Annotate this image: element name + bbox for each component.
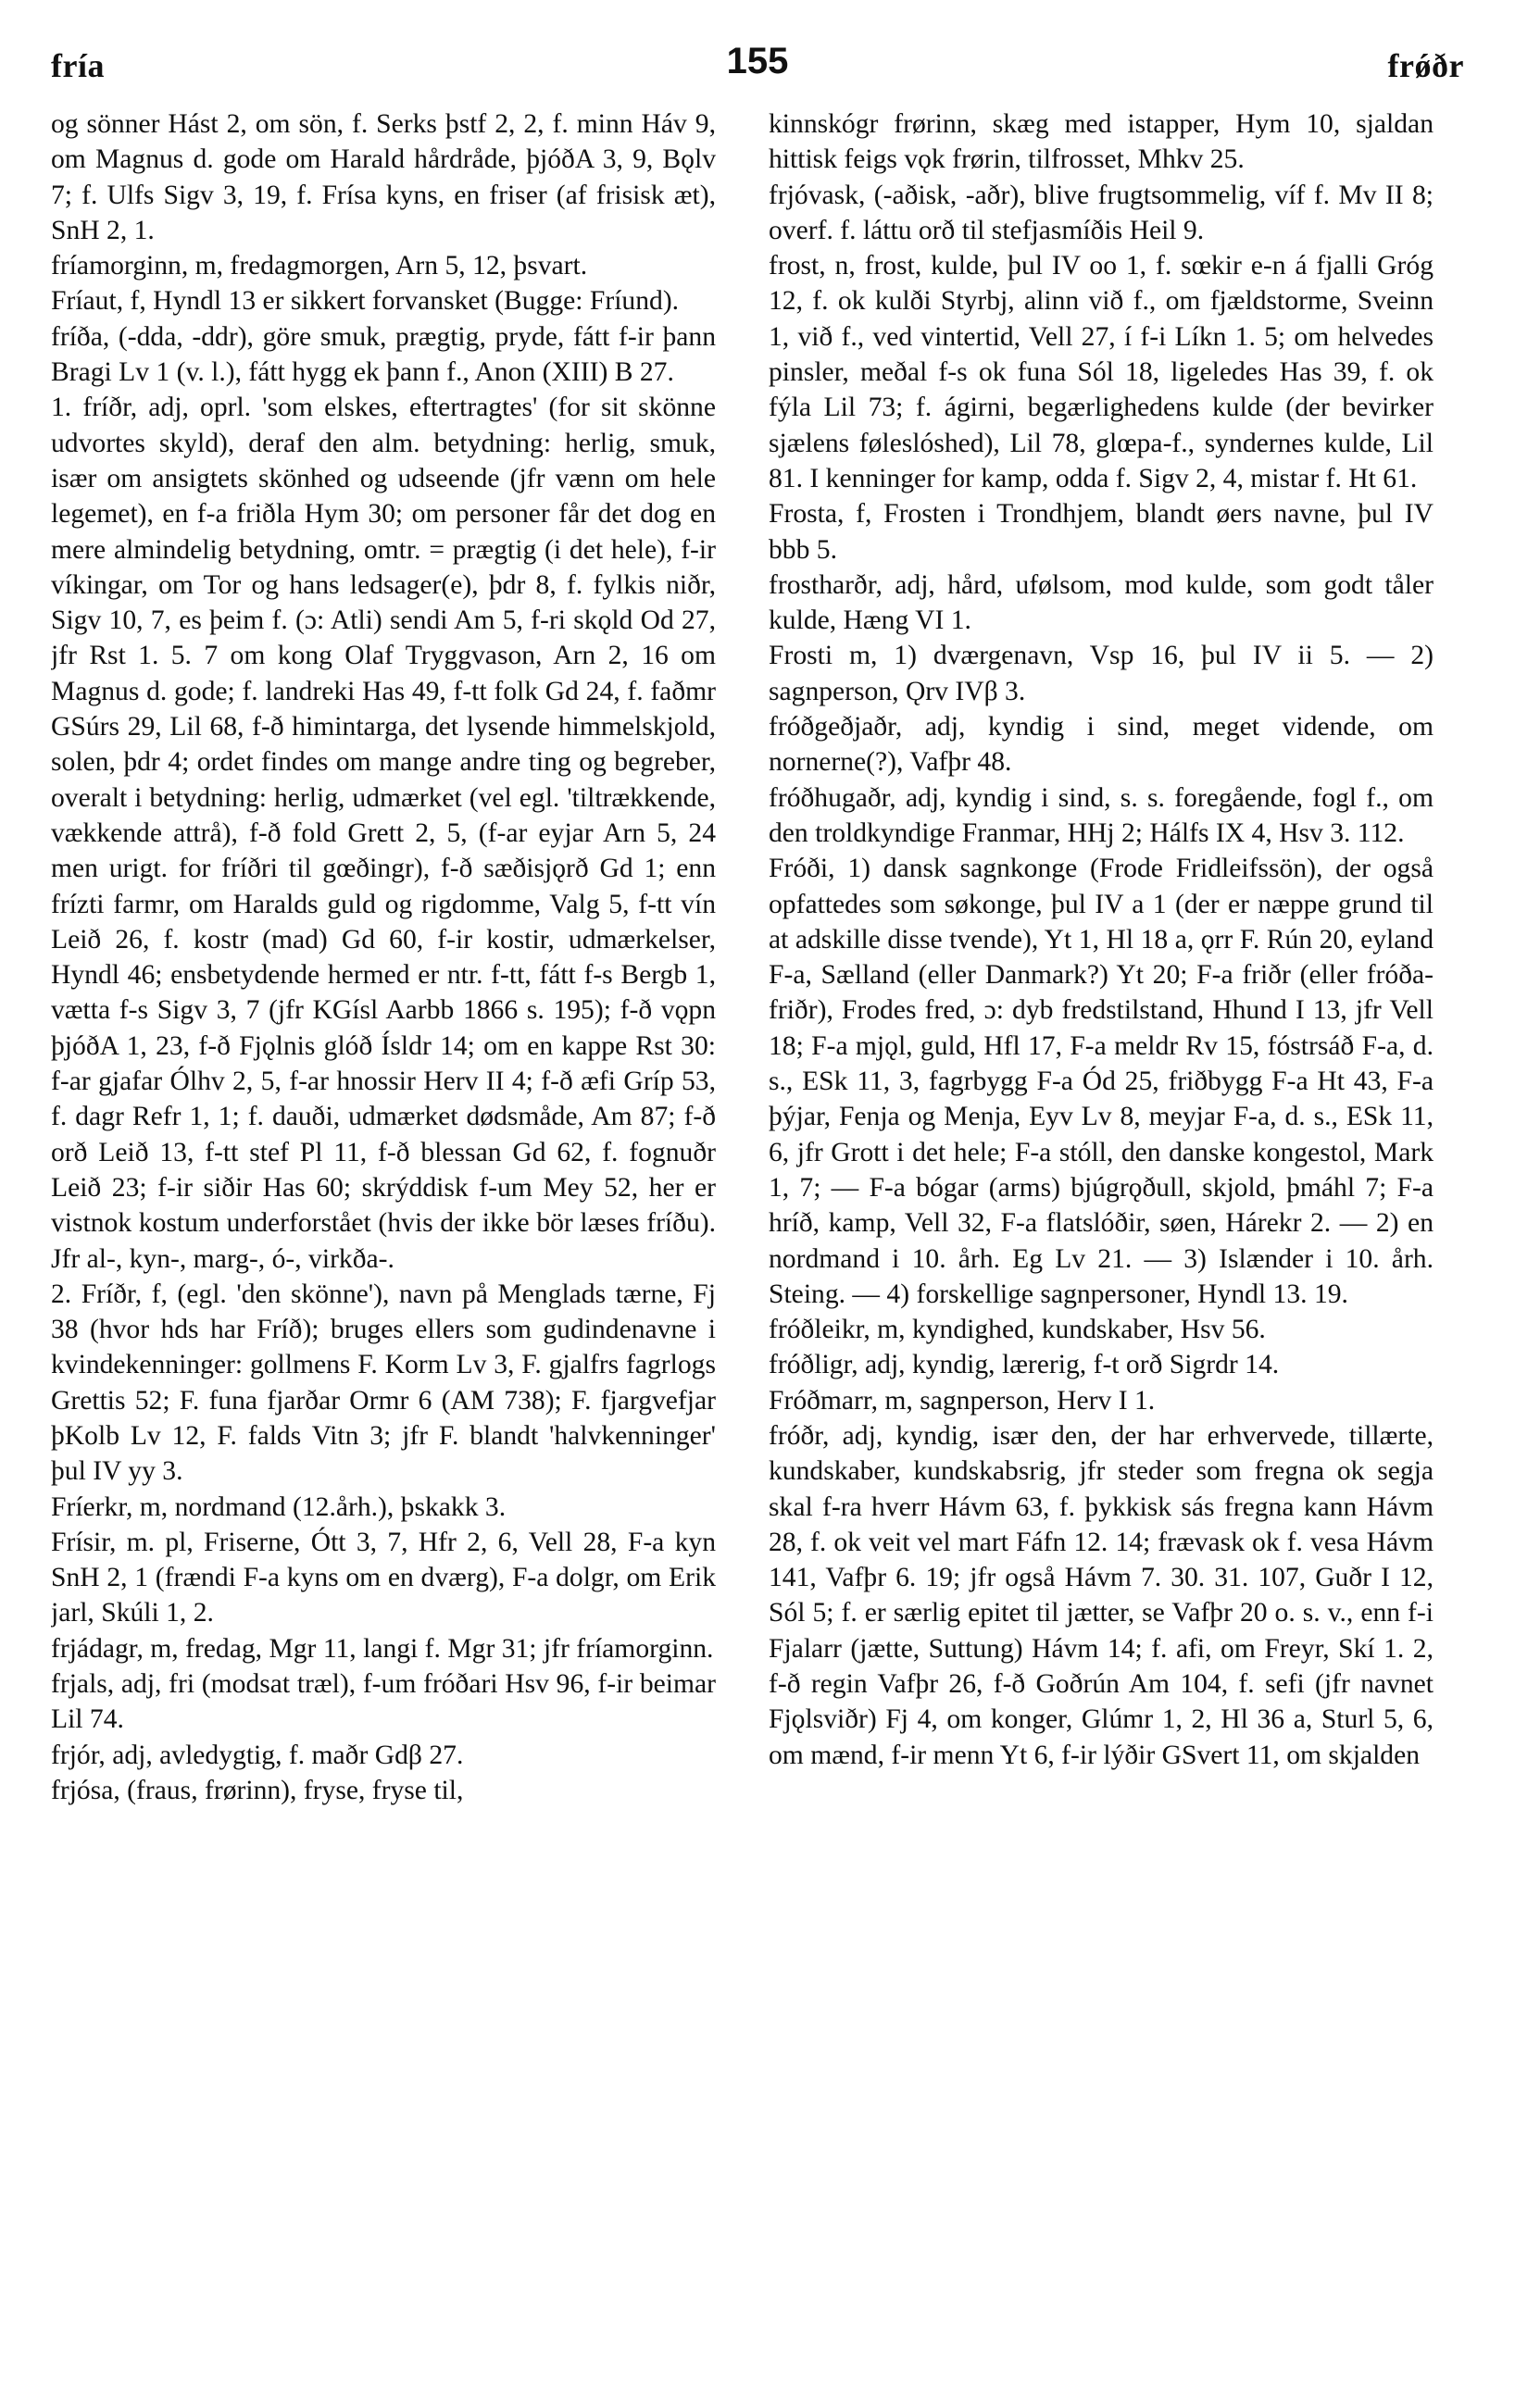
entry: Frosta, f, Frosten i Trondhjem, blandt øers navne, þul IV bbb 5.: [769, 499, 1434, 565]
entry: Fríerkr, m, nordmand (12.årh.), þskakk 3.: [51, 1491, 507, 1522]
entry: frjór, adj, avledygtig, f. maðr Gdβ 27.: [51, 1740, 464, 1770]
left-guide-word: fría: [51, 47, 105, 84]
entry: kinnskógr frørinn, skæg med istapper, Hym 10, sjaldan hittisk feigs vǫk frørin, tilfrosset, Mhkv 25.: [769, 109, 1434, 175]
page-header: [51, 35, 1464, 91]
entry: frostharðr, adj, hård, ufølsom, mod kulde, som godt tåler kulde, Hæng VI 1.: [769, 569, 1434, 636]
entry: Fríaut, f, Hyndl 13 er sikkert forvansket (Bugge: Fríund).: [51, 286, 680, 317]
entry: frjádagr, m, fredag, Mgr 11, langi f. Mgr 31; jfr fríamorginn.: [51, 1633, 714, 1664]
entry: Fróði, 1) dansk sagnkonge (Frode Fridleifssön), der også opfattedes som søkonge, þul IV a 1 (der er næppe grund til at adskille disse tvende), Yt 1, Hl 18 a, ǫrr F. Rún 20, eyland F-a, Sælland (eller Danmark?) Yt 20; F-a friðr (eller fróða-friðr), Frodes fred, ɔ: dyb fredstilstand, Hhund I 13, jfr Vell 18; F-a mjǫl, guld, Hfl 17, F-a meldr Rv 15, fóstrsáð F-a, d. s., ESk 11, 3, fagrbygg F-a Ód 25, friðbygg F-a Ht 43, F-a þýjar, Fenja og Menja, Eyv Lv 8, meyjar F-a, d. s., ESk 11, 6, jfr Grott i det hele; F-a stóll, den danske kongestol, Mark 1, 7; — F-a bógar (arms) bjúgrǫðull, skjold, þmáhl 7; F-a hríð, kamp, Vell 32, F-a flatslóðir, søen, Hárekr 2. — 2) en nordmand i 10. årh. Eg Lv 21. — 3) Islænder i 10. årh. Steing. — 4) forskellige sagnpersoner, Hyndl 13. 19.: [769, 854, 1434, 1309]
entry: og sönner Hást 2, om sön, f. Serks þstf 2, 2, f. minn Háv 9, om Magnus d. gode om Harald hårdråde, þjóðA 3, 9, Bǫlv 7; f. Ulfs Sigv 3, 19, f. Frísa kyns, en friser (af frisisk æt), SnH 2, 1.: [51, 109, 716, 245]
entry: Fróðmarr, m, sagnperson, Herv I 1.: [769, 1385, 1156, 1416]
left-column: [51, 106, 716, 2393]
entry: Frosti m, 1) dværgenavn, Vsp 16, þul IV ii 5. — 2) sagnperson, Ǫrv IVβ 3.: [769, 641, 1434, 706]
entry: fróðgeðjaðr, adj, kyndig i sind, meget vidende, om nornerne(?), Vafþr 48.: [769, 712, 1434, 778]
entry: frost, n, frost, kulde, þul IV oo 1, f. sœkir e-n á fjalli Gróg 12, f. ok kulði Styrbj, alinn við f., om fjældstorme, Sveinn 1, við f., ved vintertid, Vell 27, í f-i Líkn 1. 5; om helvedes pinsler, meðal f-s ok funa Sól 18, ligeledes Has 39, f. ok fýla Lil 73; f. ágirni, begærlighedens kulde (der bevirker sjælens føleslóshed), Lil 78, glœpa-f., syndernes kulde, Lil 81. I kenninger for kamp, odda f. Sigv 2, 4, mistar f. Ht 61.: [769, 251, 1434, 493]
entry: 2. Fríðr, f, (egl. 'den skönne'), navn på Menglads tærne, Fj 38 (hvor hds har Fríð); bruges ellers som gudindenavne i kvindekenninger: gollmens F. Korm Lv 3, F. gjalfrs fagrlogs Grettis 52; F. funa fjarðar Ormr 6 (AM 738); F. fjargvefjar þKolb Lv 12, F. falds Vitn 3; jfr F. blandt 'halvkenninger' þul IV yy 3.: [51, 1279, 716, 1487]
entry: fróðleikr, m, kyndighed, kundskaber, Hsv 56.: [769, 1315, 1266, 1345]
entry: 1. fríðr, adj, oprl. 'som elskes, eftertragtes' (for sit skönne udvortes skyld), deraf den alm. betydning: herlig, smuk, især om ansigtets skönhed og udseende (jfr vænn om hele legemet), en f-a friðla Hym 30; om personer får det dog en mere almindelig betydning, omtr. = prægtig (i det hele), f-ir víkingar, om Tor og hans ledsager(e), þdr 8, f. fylkis niðr, Sigv 10, 7, es þeim f. (ɔ: Atli) sendi Am 5, f-ri skǫld Od 27, jfr Rst 1. 5. 7 om kong Olaf Tryggvason, Arn 2, 16 om Magnus d. gode; f. landreki Has 49, f-tt folk Gd 24, f. faðmr GSúrs 29, Lil 68, f-ð himintarga, det lysende himmelskjold, solen, þdr 4; ordet findes om mange andre ting og begreber, overalt i betydning: herlig, udmærket (vel egl. 'tiltrækkende, vækkende attrå), f-ð fold Grett 2, 5, (f-ar eyjar Arn 5, 24 men urigt. for fríðri til gœðingr), f-ð sæðisjǫrð Gd 1; enn frízti farmr, om Haralds guld og rigdomme, Valg 5, f-tt vín Leið 26, f. kostr (mad) Gd 60, f-ir kostir, udmærkelser, Hyndl 46; ensbetydende hermed er ntr. f-tt, fátt f-s Bergb 1, vætta f-s Sigv 3, 7 (jfr KGísl Aarbb 1866 s. 195); f-ð vǫpn þjóðA 1, 23, f-ð Fjǫlnis glóð Ísldr 14; om en kappe Rst 30: f-ar gjafar Ólhv 2, 5, f-ar hnossir Herv II 4; f-ð æfi Gríp 53, f. dagr Refr 1, 1; f. dauði, udmærket dødsmåde, Am 87; f-ð orð Leið 13, f-tt stef Pl 11, f-ð blessan Gd 62, f. fognuðr Leið 23; f-ir siðir Has 60; skrýddisk f-um Mey 52, her er vistnok kostum underforstået (hvis der ikke bör læses fríðu). Jfr al-, kyn-, marg-, ó-, virkða-.: [51, 393, 716, 1274]
entry: fróðligr, adj, kyndig, lærerig, f-t orð Sigrdr 14.: [769, 1350, 1280, 1380]
entry: fríamorginn, m, fredagmorgen, Arn 5, 12, þsvart.: [51, 251, 588, 281]
entry: Frísir, m. pl, Friserne, Ótt 3, 7, Hfr 2, 6, Vell 28, F-a kyn SnH 2, 1 (frændi F-a kyns om en dværg), F-a dolgr, om Erik jarl, Skúli 1, 2.: [51, 1527, 716, 1628]
page-number: 155: [726, 41, 789, 81]
entry: fróðhugaðr, adj, kyndig i sind, s. s. foregående, fogl f., om den troldkyndige Franmar, HHj 2; Hálfs IX 4, Hsv 3. 112.: [769, 782, 1434, 848]
right-column: [769, 106, 1434, 2393]
entry: frjóvask, (-aðisk, -aðr), blive frugtsommelig, víf f. Mv II 8; overf. f. láttu orð til stefjasmíðis Heil 9.: [769, 180, 1434, 245]
entry: frjals, adj, fri (modsat træl), f-um fróðari Hsv 96, f-ir beimar Lil 74.: [51, 1669, 716, 1735]
entry: fríða, (-dda, -ddr), göre smuk, prægtig, pryde, fátt f-ir þann Bragi Lv 1 (v. l.), fátt hygg ek þann f., Anon (XIII) B 27.: [51, 321, 716, 388]
right-guide-word: frǿðr: [1387, 47, 1464, 84]
entry: fróðr, adj, kyndig, især den, der har erhvervede, tillærte, kundskaber, kundskabsrig, jfr steder som fregna ok segja skal f-ra hverr Hávm 63, f. þykkisk sás fregna kann Hávm 28, f. ok veit vel mart Fáfn 12. 14; frævask ok f. vesa Hávm 141, Vafþr 6. 19; jfr også Hávm 7. 30. 31. 107, Guðr I 12, Sól 5; f. er særlig epitet til jætter, se Vafþr 20 o. s. v., enn f-i Fjalarr (jætte, Suttung) Hávm 14; f. afi, om Freyr, Skí 1. 2, f-ð regin Vafþr 26, f-ð Goðrún Am 104, f. sefi (jfr navnet Fjǫlsviðr) Fj 4, om konger, Glúmr 1, 2, Hl 36 a, Sturl 5, 6, om mænd, f-ir menn Yt 6, f-ir lýðir GSvert 11, om skjalden: [769, 1420, 1434, 1770]
entry: frjósa, (fraus, frørinn), fryse, fryse til,: [51, 1775, 464, 1805]
